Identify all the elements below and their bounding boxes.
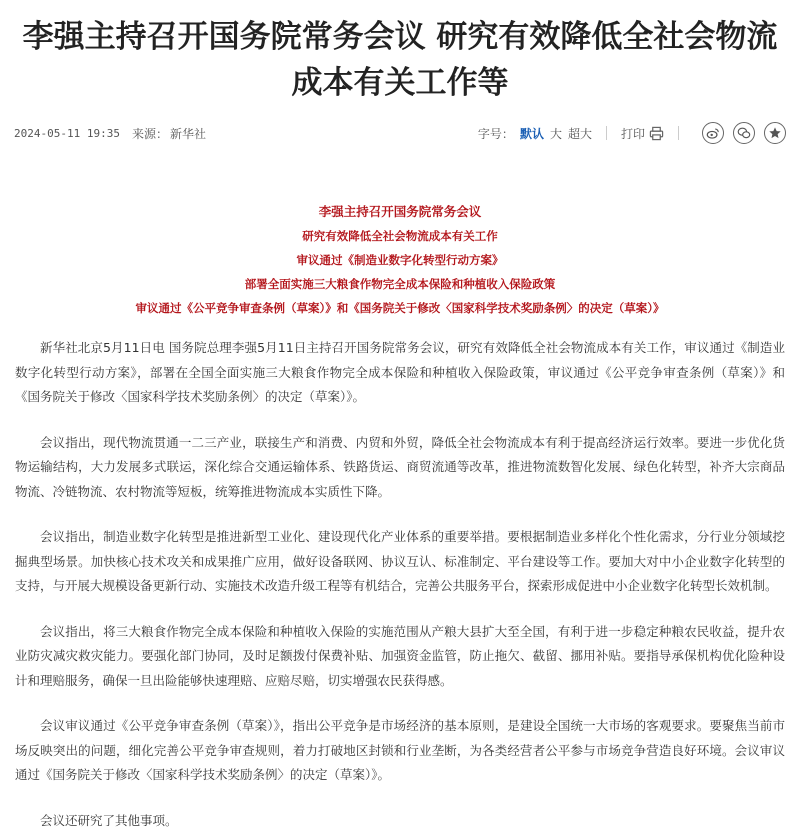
- article-meta-bar: [14, 120, 786, 146]
- body-paragraph: 会议审议通过《公平竞争审查条例（草案）》，指出公平竞争是市场经济的基本原则，是建设全国统一大市场的客观要求。要聚焦当前市场反映突出的问题，细化完善公平竞争审查规则，着力打破地区封锁和行业垄断，为各类经营者公平参与市场竞争营造良好环境。会议审议通过《国务院关于修改〈国家科学技术奖励条例〉的决定（草案）》。: [15, 714, 785, 788]
- headline-sub: 审议通过《公平竞争审查条例（草案）》和《国务院关于修改〈国家科学技术奖励条例〉的决定（草案）》: [15, 296, 785, 320]
- weibo-icon[interactable]: [702, 122, 724, 144]
- body-paragraph: 会议还研究了其他事项。: [15, 809, 785, 833]
- article-title-line-2: 成本有关工作等: [10, 60, 790, 106]
- font-size-large-option[interactable]: 大: [550, 125, 562, 142]
- toolbar-divider: [606, 126, 607, 140]
- article-title-line-1: 李强主持召开国务院常务会议 研究有效降低全社会物流: [10, 14, 790, 60]
- headline-sub: 审议通过《制造业数字化转型行动方案》: [15, 248, 785, 272]
- source-label: 来源：: [132, 125, 168, 142]
- font-size-xlarge-option[interactable]: 超大: [568, 125, 592, 142]
- article-tools: [478, 122, 786, 144]
- headline-block: [15, 200, 785, 320]
- headline-sub: 部署全面实施三大粮食作物完全成本保险和种植收入保险政策: [15, 272, 785, 296]
- favorite-star-icon[interactable]: [764, 122, 786, 144]
- print-button[interactable]: [621, 125, 664, 142]
- article-body: [15, 190, 785, 833]
- headline-sub: 研究有效降低全社会物流成本有关工作: [15, 224, 785, 248]
- font-size-label: 字号：: [478, 125, 514, 142]
- body-paragraph: 会议指出，制造业数字化转型是推进新型工业化、建设现代化产业体系的重要举措。要根据制造业多样化个性化需求，分行业分领域挖掘典型场景。加快核心技术攻关和成果推广应用，做好设备联网、协议互认、标准制定、平台建设等工作。要加大对中小企业数字化转型的支持，与开展大规模设备更新行动、实施技术改造升级工程等有机结合，完善公共服务平台，探索形成促进中小企业数字化转型长效机制。: [15, 525, 785, 599]
- body-paragraph: 会议指出，将三大粮食作物完全成本保险和种植收入保险的实施范围从产粮大县扩大至全国，有利于进一步稳定种粮农民收益，提升农业防灾减灾救灾能力。要强化部门协同，及时足额拨付保费补贴、加强资金监管，防止拖欠、截留、挪用补贴。要指导承保机构优化险种设计和理赔服务，确保一旦出险能够快速理赔、应赔尽赔，切实增强农民获得感。: [15, 620, 785, 694]
- printer-icon: [649, 126, 664, 141]
- font-size-default-option[interactable]: 默认: [520, 125, 544, 142]
- publish-date: 2024-05-11 19:35: [14, 127, 120, 140]
- toolbar-divider: [678, 126, 679, 140]
- article-title: [10, 14, 790, 106]
- source-name: 新华社: [170, 125, 206, 142]
- body-paragraph: 新华社北京5月11日电 国务院总理李强5月11日主持召开国务院常务会议，研究有效降低全社会物流成本有关工作，审议通过《制造业数字化转型行动方案》，部署在全国全面实施三大粮食作物完全成本保险和种植收入保险政策，审议通过《公平竞争审查条例（草案）》和《国务院关于修改〈国家科学技术奖励条例〉的决定（草案）》。: [15, 336, 785, 410]
- headline-main: 李强主持召开国务院常务会议: [15, 200, 785, 224]
- body-paragraph: 会议指出，现代物流贯通一二三产业，联接生产和消费、内贸和外贸，降低全社会物流成本有利于提高经济运行效率。要进一步优化货物运输结构，大力发展多式联运，深化综合交通运输体系、铁路货运、商贸流通等改革，推进物流数智化发展、绿色化转型，补齐大宗商品物流、冷链物流、农村物流等短板，统筹推进物流成本实质性下降。: [15, 431, 785, 505]
- print-label: 打印: [621, 125, 645, 142]
- wechat-icon[interactable]: [733, 122, 755, 144]
